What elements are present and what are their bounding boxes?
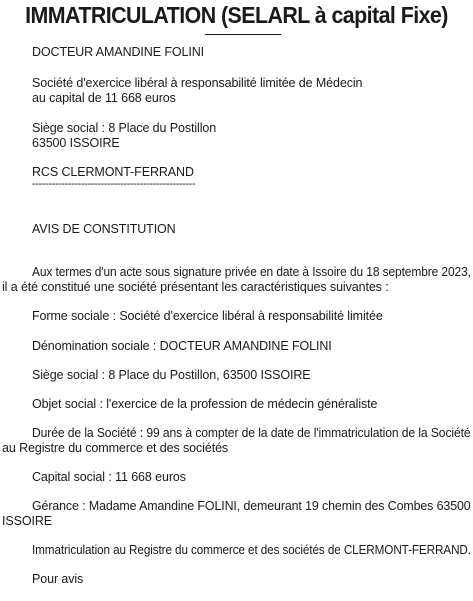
company-form-line-1: Société d'exercice libéral à responsabilité limitée de Médecin bbox=[32, 76, 363, 90]
registered-office: Siège social : 8 Place du Postillon, 63500 ISSOIRE bbox=[32, 368, 311, 382]
duration-line-2: au Registre du commerce et des sociétés bbox=[2, 441, 229, 455]
corporate-purpose: Objet social : l'exercice de la profession de médecin généraliste bbox=[32, 397, 378, 411]
separator-line: -------------------------------------------------- bbox=[32, 178, 196, 190]
share-capital: Capital social : 11 668 euros bbox=[32, 470, 186, 484]
legal-form: Forme sociale : Société d'exercice libéral à responsabilité limitée bbox=[32, 309, 383, 323]
management-line-2: ISSOIRE bbox=[2, 514, 53, 528]
page-title: IMMATRICULATION (SELARL à capital Fixe) bbox=[25, 2, 448, 28]
closing-signoff: Pour avis bbox=[32, 572, 84, 586]
rcs-registry: RCS CLERMONT-FERRAND bbox=[32, 165, 194, 179]
notice-heading: AVIS DE CONSTITUTION bbox=[32, 222, 176, 236]
company-denomination: Dénomination sociale : DOCTEUR AMANDINE FOLINI bbox=[32, 339, 332, 353]
registration-notice: Immatriculation au Registre du commerce et des sociétés de CLERMONT-FERRAND. bbox=[32, 543, 471, 557]
duration-line-1: Durée de la Société : 99 ans à compter de la date de l'immatriculation de la Société bbox=[32, 426, 471, 440]
company-form-line-2: au capital de 11 668 euros bbox=[32, 91, 176, 105]
intro-line-1: Aux termes d'un acte sous signature privée en date à Issoire du 18 septembre 2023, bbox=[32, 265, 471, 279]
head-office-line-1: Siège social : 8 Place du Postillon bbox=[32, 121, 217, 135]
company-name: DOCTEUR AMANDINE FOLINI bbox=[32, 45, 205, 59]
title-underline bbox=[205, 34, 281, 35]
head-office-line-2: 63500 ISSOIRE bbox=[32, 136, 120, 150]
intro-line-2: il a été constitué une société présentant les caractéristiques suivantes : bbox=[2, 280, 389, 294]
management-line-1: Gérance : Madame Amandine FOLINI, demeurant 19 chemin des Combes 63500 bbox=[32, 499, 471, 513]
